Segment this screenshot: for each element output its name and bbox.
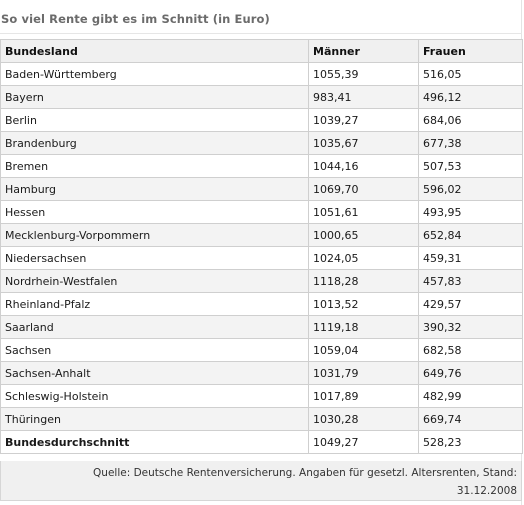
- table-row: [1, 201, 523, 224]
- cell-frauen: 516,05: [419, 63, 523, 86]
- cell-maenner: 1017,89: [309, 385, 419, 408]
- table-row: [1, 132, 523, 155]
- cell-bundesland: Schleswig-Holstein: [1, 385, 309, 408]
- cell-maenner: 1039,27: [309, 109, 419, 132]
- total-maenner: 1049,27: [309, 431, 419, 454]
- header-bundesland: Bundesland: [1, 40, 309, 63]
- cell-frauen: 459,31: [419, 247, 523, 270]
- cell-bundesland: Baden-Württemberg: [1, 63, 309, 86]
- cell-bundesland: Rheinland-Pfalz: [1, 293, 309, 316]
- cell-frauen: 507,53: [419, 155, 523, 178]
- cell-frauen: 429,57: [419, 293, 523, 316]
- table-body: [1, 63, 523, 454]
- cell-maenner: 1000,65: [309, 224, 419, 247]
- cell-maenner: 1119,18: [309, 316, 419, 339]
- source-note: Quelle: Deutsche Rentenversicherung. Angaben für gesetzl. Altersrenten, Stand: 31.12.2008: [0, 461, 522, 501]
- cell-frauen: 652,84: [419, 224, 523, 247]
- table-row: [1, 293, 523, 316]
- table-row: [1, 339, 523, 362]
- cell-maenner: 1013,52: [309, 293, 419, 316]
- cell-bundesland: Mecklenburg-Vorpommern: [1, 224, 309, 247]
- cell-frauen: 677,38: [419, 132, 523, 155]
- cell-maenner: 1118,28: [309, 270, 419, 293]
- table-row: [1, 385, 523, 408]
- cell-frauen: 390,32: [419, 316, 523, 339]
- table-row: [1, 362, 523, 385]
- table-row: [1, 316, 523, 339]
- table-row: [1, 224, 523, 247]
- cell-frauen: 457,83: [419, 270, 523, 293]
- total-label: Bundesdurchschnitt: [1, 431, 309, 454]
- cell-bundesland: Brandenburg: [1, 132, 309, 155]
- cell-bundesland: Hessen: [1, 201, 309, 224]
- table-row: [1, 86, 523, 109]
- cell-bundesland: Berlin: [1, 109, 309, 132]
- table-row: [1, 270, 523, 293]
- table-row: [1, 408, 523, 431]
- table-header-row: [1, 40, 523, 63]
- header-maenner: Männer: [309, 40, 419, 63]
- cell-frauen: 482,99: [419, 385, 523, 408]
- table-total-row: [1, 431, 523, 454]
- header-frauen: Frauen: [419, 40, 523, 63]
- cell-maenner: 1030,28: [309, 408, 419, 431]
- table-row: [1, 63, 523, 86]
- cell-bundesland: Nordrhein-Westfalen: [1, 270, 309, 293]
- cell-bundesland: Thüringen: [1, 408, 309, 431]
- cell-frauen: 684,06: [419, 109, 523, 132]
- cell-maenner: 1031,79: [309, 362, 419, 385]
- cell-maenner: 1051,61: [309, 201, 419, 224]
- cell-maenner: 983,41: [309, 86, 419, 109]
- cell-maenner: 1069,70: [309, 178, 419, 201]
- cell-frauen: 493,95: [419, 201, 523, 224]
- table-title: So viel Rente gibt es im Schnitt (in Euro): [1, 12, 270, 26]
- cell-maenner: 1044,16: [309, 155, 419, 178]
- table-row: [1, 247, 523, 270]
- cell-frauen: 496,12: [419, 86, 523, 109]
- pension-table: [0, 39, 523, 454]
- table-row: [1, 178, 523, 201]
- table-row: [1, 155, 523, 178]
- cell-bundesland: Niedersachsen: [1, 247, 309, 270]
- cell-bundesland: Saarland: [1, 316, 309, 339]
- cell-bundesland: Sachsen: [1, 339, 309, 362]
- cell-maenner: 1024,05: [309, 247, 419, 270]
- cell-bundesland: Bremen: [1, 155, 309, 178]
- table-row: [1, 109, 523, 132]
- cell-frauen: 649,76: [419, 362, 523, 385]
- cell-frauen: 682,58: [419, 339, 523, 362]
- cell-bundesland: Bayern: [1, 86, 309, 109]
- cell-bundesland: Hamburg: [1, 178, 309, 201]
- cell-bundesland: Sachsen-Anhalt: [1, 362, 309, 385]
- cell-maenner: 1055,39: [309, 63, 419, 86]
- total-frauen: 528,23: [419, 431, 523, 454]
- cell-maenner: 1059,04: [309, 339, 419, 362]
- cell-frauen: 669,74: [419, 408, 523, 431]
- cell-frauen: 596,02: [419, 178, 523, 201]
- cell-maenner: 1035,67: [309, 132, 419, 155]
- title-divider: [0, 33, 522, 34]
